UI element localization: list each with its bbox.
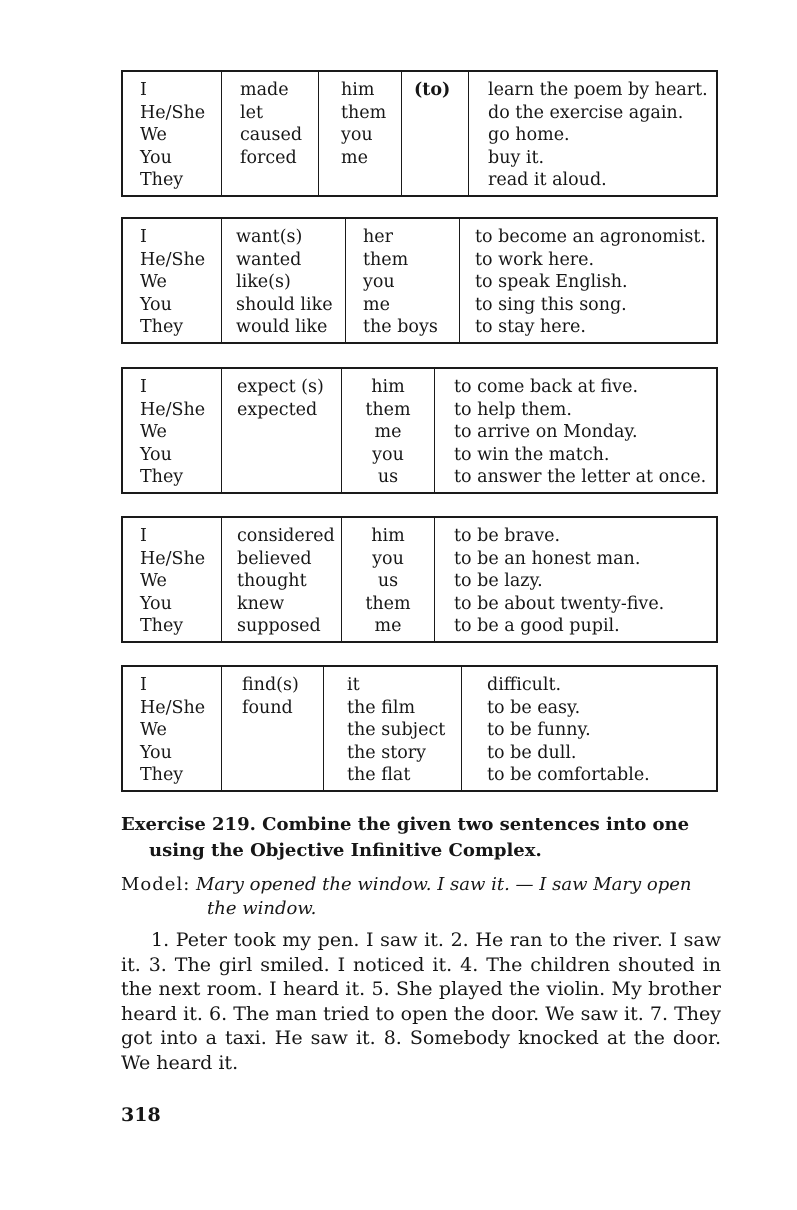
model-example <box>121 873 725 921</box>
table-cell: We <box>140 125 167 145</box>
verb-column <box>221 667 323 790</box>
table-cell: like(s) <box>236 272 291 292</box>
table-cell: her <box>363 227 393 247</box>
table-cell: should like <box>236 294 333 315</box>
table-cell: find(s) <box>242 675 299 695</box>
table-cell: the flat <box>347 765 411 785</box>
table-cell: me <box>363 294 390 315</box>
table-cell: found <box>242 697 293 718</box>
table-cell: him <box>341 80 375 100</box>
table-cell: They <box>140 616 184 636</box>
object-column <box>345 219 459 342</box>
table-cell: to sing this song. <box>475 294 627 315</box>
table-cell: believed <box>237 548 312 569</box>
table-cell: him <box>371 526 405 546</box>
table-cell: expected <box>237 399 318 420</box>
table-cell: would like <box>236 317 328 337</box>
table-cell: to answer the letter at once. <box>454 467 707 487</box>
table-cell: to be comfortable. <box>487 765 650 785</box>
table-cell: (to) <box>414 80 451 100</box>
subject-column <box>123 72 221 195</box>
table-cell: to become an agronomist. <box>475 227 706 247</box>
pattern-table-5 <box>121 665 718 792</box>
exercise-heading-line-1: Exercise 219. Combine the given two sentences into one <box>121 814 690 835</box>
pattern-table-3 <box>121 367 718 494</box>
table-cell: I <box>140 80 147 100</box>
table-cell: me <box>374 422 402 442</box>
table-cell: the story <box>347 742 427 763</box>
table-cell: to help them. <box>454 399 572 420</box>
table-cell: go home. <box>488 125 570 145</box>
table-cell: He/She <box>140 548 206 569</box>
model-text-line-1: Mary opened the window. I saw it. — I saw Mary open <box>196 874 692 895</box>
table-cell: I <box>140 526 147 546</box>
table-cell: made <box>240 80 289 100</box>
verb-column <box>221 72 318 195</box>
table-cell: They <box>140 765 184 785</box>
verb-column <box>221 219 345 342</box>
object-column <box>341 369 434 492</box>
object-column <box>341 518 434 641</box>
table-cell: you <box>363 272 395 292</box>
table-cell: them <box>365 399 411 420</box>
infinitive-column <box>434 518 716 641</box>
table-cell: forced <box>240 147 297 168</box>
table-cell: I <box>140 227 147 247</box>
table-cell: He/She <box>140 102 206 123</box>
table-cell: to be funny. <box>487 720 591 740</box>
table-cell: them <box>341 102 387 123</box>
table-cell: us <box>377 467 399 487</box>
verb-column <box>221 518 341 641</box>
table-cell: We <box>140 720 167 740</box>
table-cell: to be brave. <box>454 526 561 546</box>
table-cell: learn the poem by heart. <box>488 80 708 100</box>
table-cell: to speak English. <box>475 272 628 292</box>
table-cell: You <box>140 742 172 763</box>
table-cell: them <box>363 249 409 270</box>
table-cell: caused <box>240 125 303 145</box>
table-cell: to be lazy. <box>454 571 543 591</box>
table-cell: read it aloud. <box>488 170 607 190</box>
table-cell: to work here. <box>475 249 595 270</box>
table-cell: to stay here. <box>475 317 586 337</box>
table-cell: you <box>372 548 404 569</box>
table-cell: considered <box>237 526 335 546</box>
table-cell: me <box>374 616 402 636</box>
table-cell: the film <box>347 697 416 718</box>
particle-column <box>401 72 468 195</box>
verb-column <box>221 369 341 492</box>
table-cell: want(s) <box>236 227 303 247</box>
subject-column <box>123 667 221 790</box>
table-cell: We <box>140 422 167 442</box>
table-cell: knew <box>237 593 285 614</box>
table-cell: us <box>377 571 399 591</box>
table-cell: I <box>140 675 147 695</box>
table-cell: We <box>140 571 167 591</box>
table-cell: expect (s) <box>237 377 324 397</box>
table-cell: You <box>140 593 172 614</box>
infinitive-column <box>459 219 716 342</box>
table-cell: He/She <box>140 249 206 270</box>
complement-column <box>461 667 716 790</box>
infinitive-column <box>468 72 716 195</box>
table-cell: supposed <box>237 616 321 636</box>
page-number: 318 <box>121 1104 161 1126</box>
table-cell: I <box>140 377 147 397</box>
table-cell: You <box>140 444 172 465</box>
table-cell: to be an honest man. <box>454 548 641 569</box>
table-cell: He/She <box>140 697 206 718</box>
table-cell: to be about twenty-five. <box>454 593 665 614</box>
infinitive-column <box>434 369 716 492</box>
table-cell: them <box>365 593 411 614</box>
table-cell: You <box>140 294 172 315</box>
model-label: Model: <box>121 874 191 895</box>
table-cell: They <box>140 317 184 337</box>
table-cell: You <box>140 147 172 168</box>
table-cell: difficult. <box>487 675 562 695</box>
table-cell: do the exercise again. <box>488 102 684 123</box>
table-cell: him <box>371 377 405 397</box>
table-cell: He/She <box>140 399 206 420</box>
table-cell: They <box>140 467 184 487</box>
table-cell: wanted <box>236 249 302 270</box>
pattern-table-1 <box>121 70 718 197</box>
object-column <box>318 72 401 195</box>
exercise-heading <box>121 812 721 864</box>
table-cell: it <box>347 675 360 695</box>
subject-column <box>123 369 221 492</box>
table-cell: you <box>341 125 373 145</box>
table-cell: to come back at five. <box>454 377 639 397</box>
table-cell: you <box>372 444 404 465</box>
table-cell: the boys <box>363 317 438 337</box>
table-cell: to arrive on Monday. <box>454 422 638 442</box>
table-cell: me <box>341 147 368 168</box>
table-cell: to win the match. <box>454 444 610 465</box>
table-cell: to be a good pupil. <box>454 616 620 636</box>
subject-column <box>123 518 221 641</box>
table-cell: let <box>240 102 263 123</box>
pattern-table-4 <box>121 516 718 643</box>
pattern-table-2 <box>121 217 718 344</box>
table-cell: to be easy. <box>487 697 581 718</box>
table-cell: buy it. <box>488 147 545 168</box>
exercise-heading-line-2: using the Objective Infinitive Complex. <box>149 840 542 861</box>
table-cell: They <box>140 170 184 190</box>
subject-column <box>123 219 221 342</box>
table-cell: thought <box>237 571 307 591</box>
table-cell: to be dull. <box>487 742 577 763</box>
exercise-sentences: 1. Peter took my pen. I saw it. 2. He ran to the river. I saw it. 3. The girl smiled. I noticed it. 4. The children shouted in the next room. I heard it. 5. She played the violin. My brother heard it. 6. The man tried to open the door. We saw it. 7. They got into a taxi. He saw it. 8. Somebody knocked at the door. We heard it. <box>121 929 721 1074</box>
object-column <box>323 667 461 790</box>
table-cell: the subject <box>347 720 446 740</box>
table-cell: We <box>140 272 167 292</box>
model-text-line-2: the window. <box>207 898 317 919</box>
